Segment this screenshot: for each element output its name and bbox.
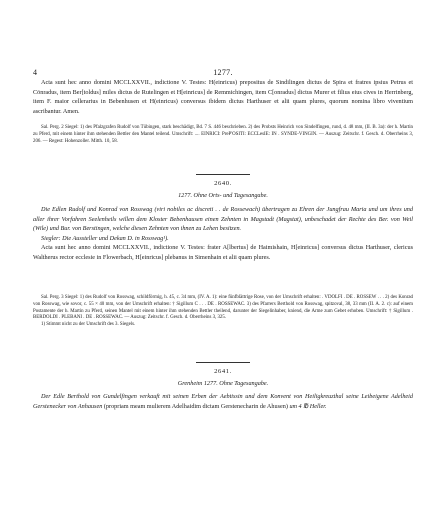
charter-2640-notes: [33, 295, 413, 329]
charter-2640: [33, 205, 413, 263]
charter-2639-notes: [33, 125, 413, 145]
summary-latin: (propriam meam mulierem Adelhaidim dictam Gerstenecharin de Ahusen): [103, 402, 288, 410]
charter-2639-end: [33, 78, 413, 116]
charter-summary: [33, 392, 413, 411]
summary-italic: Der Edle Berthold von Gundelfingen verkauft mit seinen Erben der Aebtissin und dem Konvent von Heiligkreuzthal seine Leibeigene Adelheid Gerstenecker von Anhausen: [33, 393, 413, 410]
charter-sealer: Siegler: Die Aussteller und Dekan D. in Rosswag¹).: [41, 234, 169, 242]
seal-notes: Sal. Perg. 3 Siegel: 1) des Rudolf von Rosswag, schildförmig, h. 45, c. 34 mm, (IV. A. 1): eine fünfblättrige Rose, von der Umschrift erhalten: . VDOLFI . DE . ROSSEW . . . 2) des Konrad von Rosswag, wie sovor, c. 55 × 40 mm, von der Umschrift erhalten: † Sigillum C . . . DE . ROSSEWAC. 3) des Pfarrers Berthold von Rosswag, spitzoval, 38, 33 mm (II. A. 2. c): auf einem Postamente der h. Martin zu Pferd, seinen Mantel mit einem hinter ihm stehenden Bettler theilend, darunter der Siegelinhaber, kniend, die Arme zum Gebet erhoben. Umschrift: † Sigillum . BERDOLDI . PLEBANI . DE . ROSSEWAC. — Auszug: Zeitschr. f. Gesch. d. Oberrheins 3, 325.: [33, 295, 413, 321]
charter-dateline: 1277. Ohne Orts- und Tagesangabe.: [178, 192, 268, 199]
charter-number: 2641.: [214, 368, 232, 375]
footnote: 1) Stimmt nicht zu der Umschrift des 3. Siegels.: [41, 322, 136, 328]
charter-text: Acta sunt hec anno domini MCCLXXVII., indictione V. Testes: H(einricus) prepositus de Sindilingen dictus de Spira et fratres ipsius Petrus et Cōnradus, item Ber[toldus] miles dictus de Rutelingen et H[einricus] de Remmichingen, item C[onradus] dictus Murer et filius eius cives in Herrinberg, item F. maior cellerarius in Bebenhusen et H(einricus) conversus ibidem dictus Harthuser et alii quam plures, quorum nomina libro viventium ascribantur. Amen.: [33, 79, 413, 115]
charter-summary: Die Edlen Rudolf und Konrad von Rosswag (viri nobiles ac discreti . . de Rossewach) übertragen zu Ehren der Jungfrau Maria und um ihres und aller ihrer Vorfahren Seelenheils willen dem Kloster Bebenhausen einen Zehnten in Magstadt (Magstat), unbeschadet der Rechte des Ber. von Weil (Wile) und Bur. von Berstingen, welche diesen Zehnten von ihnen zu Lehen besitzen.: [33, 206, 413, 233]
charter-number: 2640.: [214, 180, 232, 187]
charter-text: Acta sunt hec anno domini MCCLXXVII., indictione V. Testes: frater A[lbertus] de Haimishain, H[einricus] conversus dictus Harthuser, clericus Waltherus rector ecclesie in Flowerbach, H[einricus] plebanus in Simenhain et alii quam plures.: [33, 244, 413, 261]
seal-notes: Sal. Perg. 2 Siegel: 1) des Pfalzgrafen Rudolf von Tübingen, stark beschädigt, Bd. 7 S. 446 beschrieben. 2) des Probsts Heinrich von Sindelfingen, rund, d. 48 mm, (II. B. 3a): der h. Martin zu Pferd, mit einem hinter ihm stehenden Bettler den Mantel teilend. Umschrift: .... EINRICI: PreP'OSITI: ECCLesIE: IN . SYNDE-VINGIN. — Auszug: Zeitschr. f. Gesch. d. Oberrheins 3, 206. — Regest: Hohenzoller. Mitth. 10, 58.: [33, 125, 413, 144]
charter-dateline: Grenheim 1277. Ohne Tagesangabe.: [177, 380, 269, 387]
page-number: 4: [33, 68, 37, 77]
charter-2641: [33, 392, 413, 411]
header-year: 1277.: [213, 68, 233, 77]
summary-price: um 4 ℔ Heller.: [289, 402, 327, 410]
